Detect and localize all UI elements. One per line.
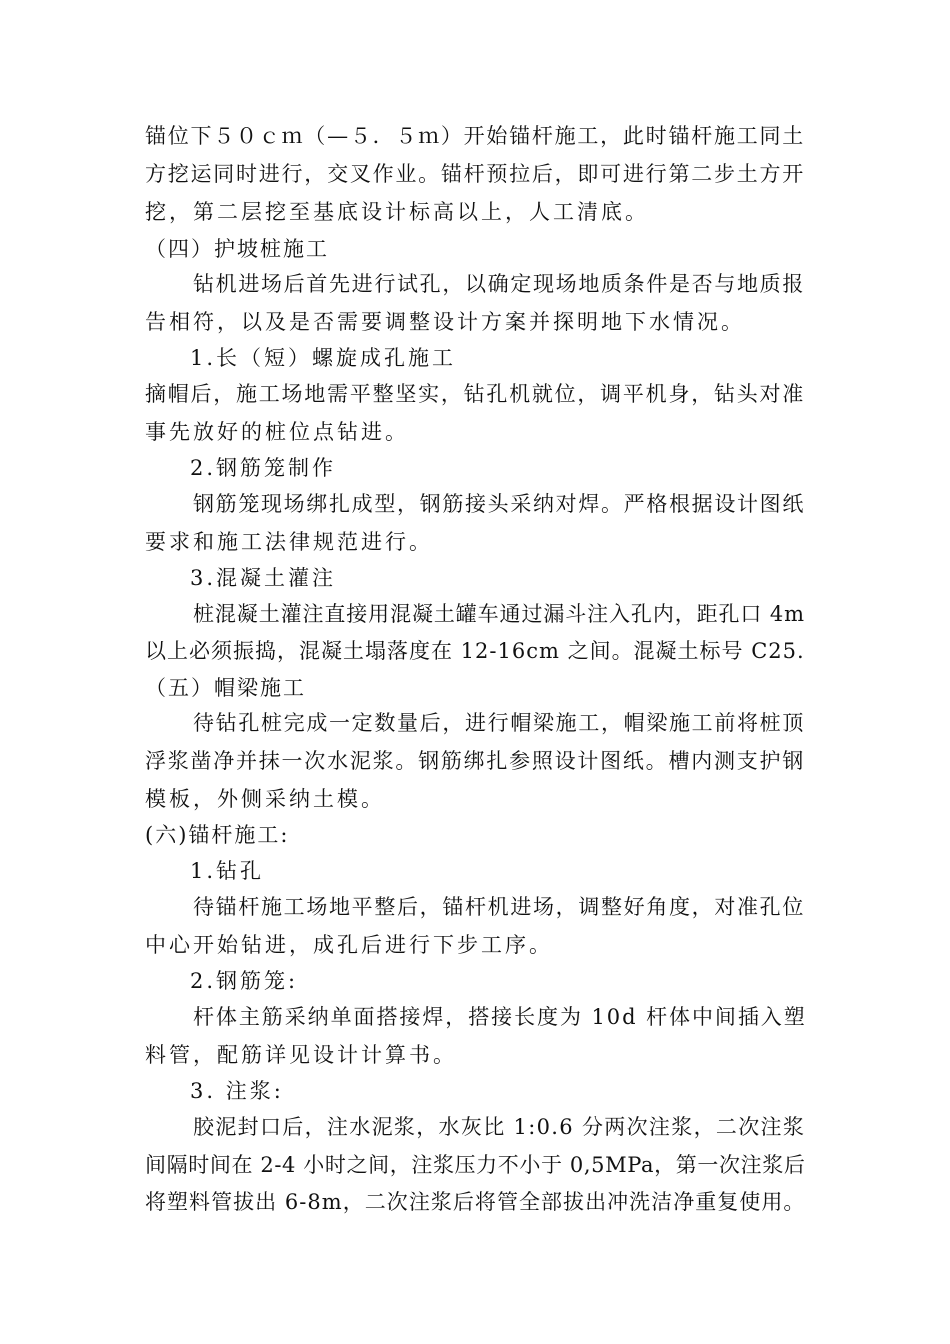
paragraph-line: 浮浆凿净并抹一次水泥浆。钢筋绑扎参照设计图纸。槽内测支护钢 <box>145 749 805 773</box>
subsection-heading: 3.混凝土灌注 <box>190 566 337 590</box>
paragraph-line: 告相符，以及是否需要调整设计方案并探明地下水情况。 <box>145 310 745 334</box>
paragraph-line: 待钻孔桩完成一定数量后，进行帽梁施工，帽梁施工前将桩顶 <box>193 711 805 735</box>
paragraph-line: 事先放好的桩位点钻进。 <box>145 420 409 444</box>
paragraph-line: 钢筋笼现场绑扎成型，钢筋接头采纳对焊。严格根据设计图纸 <box>193 492 805 516</box>
paragraph-line: 方挖运同时进行，交叉作业。锚杆预拉后，即可进行第二步土方开 <box>145 162 805 186</box>
section-heading: （五）帽梁施工 <box>145 676 306 700</box>
paragraph-line: 要求和施工法律规范进行。 <box>145 530 433 554</box>
paragraph-line: 间隔时间在 2-4 小时之间，注浆压力不小于 0,5MPa，第一次注浆后 <box>145 1153 806 1177</box>
paragraph-line: 以上必须振捣，混凝土塌落度在 12-16cm 之间。混凝土标号 C25. <box>145 639 805 663</box>
paragraph-line: 锚位下５０ｃｍ（—５．５ｍ）开始锚杆施工，此时锚杆施工同土 <box>145 124 805 148</box>
section-heading: （四）护坡桩施工 <box>145 237 329 261</box>
paragraph-line: 模板，外侧采纳土模。 <box>145 787 385 811</box>
subsection-heading: 2.钢筋笼制作 <box>190 456 337 480</box>
paragraph-line: 待锚杆施工场地平整后，锚杆机进场，调整好角度，对准孔位 <box>193 895 805 919</box>
paragraph-line: 钻机进场后首先进行试孔，以确定现场地质条件是否与地质报 <box>193 272 805 296</box>
paragraph-line: 摘帽后，施工场地需平整坚实，钻孔机就位，调平机身，钻头对准 <box>145 382 805 406</box>
paragraph-line: 中心开始钻进，成孔后进行下步工序。 <box>145 933 553 957</box>
paragraph-line: 杆体主筋采纳单面搭接焊，搭接长度为 10d 杆体中间插入塑 <box>193 1005 807 1029</box>
paragraph-line: 桩混凝土灌注直接用混凝土罐车通过漏斗注入孔内，距孔口 4m <box>193 602 805 626</box>
paragraph-line: 将塑料管拔出 6-8m，二次注浆后将管全部拔出冲洗洁净重复使用。 <box>145 1190 806 1214</box>
paragraph-line: 挖，第二层挖至基底设计标高以上，人工清底。 <box>145 200 649 224</box>
section-heading: (六)锚杆施工: <box>145 823 290 847</box>
paragraph-line: 胶泥封口后，注水泥浆，水灰比 1:0.6 分两次注浆，二次注浆 <box>193 1115 806 1139</box>
subsection-heading: 1.长（短）螺旋成孔施工 <box>190 346 457 370</box>
subsection-heading: 1.钻孔 <box>190 859 265 883</box>
subsection-heading: 2.钢筋笼: <box>190 969 299 993</box>
subsection-heading: 3. 注浆: <box>190 1079 284 1103</box>
paragraph-line: 料管，配筋详见设计计算书。 <box>145 1043 457 1067</box>
